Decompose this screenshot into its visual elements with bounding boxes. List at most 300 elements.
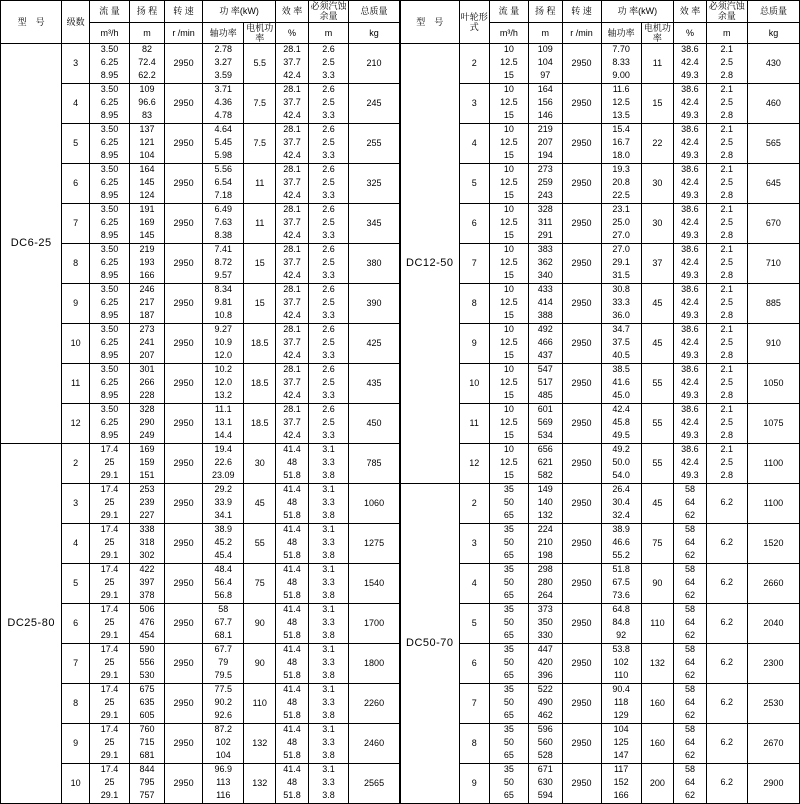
stages-cell: 4: [459, 124, 489, 164]
efficiency-cell: 28.1 37.7 42.4: [276, 284, 309, 324]
motor-power-cell: 45: [244, 484, 276, 524]
head-cell: 224 210 198: [528, 524, 562, 564]
motor-power-cell: 132: [641, 644, 674, 684]
npsh-cell: 3.1 3.3 3.8: [308, 684, 348, 724]
header-flow: 流 量: [489, 1, 528, 23]
table-row: [1, 44, 400, 84]
shaft-power-cell: 2.78 3.27 3.59: [203, 44, 244, 84]
motor-power-cell: 37: [641, 244, 674, 284]
flow-cell: 35 50 65: [489, 644, 528, 684]
flow-cell: 10 12.5 15: [489, 44, 528, 84]
npsh-cell: 2.1 2.5 2.8: [706, 124, 747, 164]
flow-cell: 17.4 25 29.1: [89, 484, 129, 524]
header-efficiency: 效 率: [276, 1, 309, 23]
npsh-cell: 6.2: [706, 724, 747, 764]
head-cell: 137 121 104: [130, 124, 165, 164]
flow-cell: 3.50 6.25 8.95: [89, 324, 129, 364]
efficiency-cell: 38.6 42.4 49.3: [674, 44, 707, 84]
motor-power-cell: 75: [641, 524, 674, 564]
npsh-cell: 3.1 3.3 3.8: [308, 484, 348, 524]
table-row: [401, 244, 800, 284]
weight-cell: 710: [747, 244, 799, 284]
efficiency-cell: 58 64 62: [674, 564, 707, 604]
weight-cell: 210: [349, 44, 400, 84]
table-header-row-main: [401, 1, 800, 23]
shaft-power-cell: 15.4 16.7 18.0: [601, 124, 641, 164]
head-cell: 590 556 530: [130, 644, 165, 684]
efficiency-cell: 28.1 37.7 42.4: [276, 244, 309, 284]
stages-cell: 8: [459, 284, 489, 324]
flow-cell: 10 12.5 15: [489, 204, 528, 244]
speed-cell: 2950: [165, 724, 203, 764]
efficiency-cell: 58 64 62: [674, 684, 707, 724]
motor-power-cell: 110: [244, 684, 276, 724]
table-row: [401, 604, 800, 644]
table-row: [401, 164, 800, 204]
weight-cell: 450: [349, 404, 400, 444]
npsh-cell: 2.1 2.5 2.8: [706, 444, 747, 484]
npsh-cell: 2.1 2.5 2.8: [706, 84, 747, 124]
head-cell: 149 140 132: [528, 484, 562, 524]
motor-power-cell: 15: [641, 84, 674, 124]
speed-cell: 2950: [165, 44, 203, 84]
header-npsh-unit: m: [308, 22, 348, 44]
stages-cell: 5: [459, 604, 489, 644]
motor-power-cell: 7.5: [244, 124, 276, 164]
shaft-power-cell: 51.8 67.5 73.6: [601, 564, 641, 604]
flow-cell: 35 50 65: [489, 524, 528, 564]
shaft-power-cell: 7.41 8.72 9.57: [203, 244, 244, 284]
header-speed-unit: r /min: [562, 22, 601, 44]
flow-cell: 10 12.5 15: [489, 244, 528, 284]
shaft-power-cell: 27.0 29.1 31.5: [601, 244, 641, 284]
npsh-cell: 6.2: [706, 684, 747, 724]
motor-power-cell: 7.5: [244, 84, 276, 124]
weight-cell: 645: [747, 164, 799, 204]
efficiency-cell: 41.4 48 51.8: [276, 644, 309, 684]
speed-cell: 2950: [165, 204, 203, 244]
motor-power-cell: 160: [641, 684, 674, 724]
stages-cell: 5: [62, 564, 90, 604]
header-npsh-unit: m: [706, 22, 747, 44]
weight-cell: 2040: [747, 604, 799, 644]
efficiency-cell: 28.1 37.7 42.4: [276, 364, 309, 404]
motor-power-cell: 55: [641, 444, 674, 484]
efficiency-cell: 28.1 37.7 42.4: [276, 204, 309, 244]
stages-cell: 3: [459, 84, 489, 124]
speed-cell: 2950: [165, 684, 203, 724]
table-row: [401, 724, 800, 764]
npsh-cell: 2.1 2.5 2.8: [706, 324, 747, 364]
table-row: [401, 644, 800, 684]
head-cell: 844 795 757: [130, 764, 165, 804]
flow-cell: 35 50 65: [489, 564, 528, 604]
head-cell: 246 217 187: [130, 284, 165, 324]
shaft-power-cell: 38.5 41.6 45.0: [601, 364, 641, 404]
efficiency-cell: 38.6 42.4 49.3: [674, 164, 707, 204]
right-table-panel: [400, 0, 800, 800]
stages-cell: 10: [62, 324, 90, 364]
motor-power-cell: 132: [244, 724, 276, 764]
flow-cell: 17.4 25 29.1: [89, 724, 129, 764]
motor-power-cell: 18.5: [244, 404, 276, 444]
head-cell: 422 397 378: [130, 564, 165, 604]
shaft-power-cell: 64.8 84.8 92: [601, 604, 641, 644]
npsh-cell: 3.1 3.3 3.8: [308, 444, 348, 484]
flow-cell: 3.50 6.25 8.95: [89, 204, 129, 244]
motor-power-cell: 90: [244, 604, 276, 644]
npsh-cell: 3.1 3.3 3.8: [308, 604, 348, 644]
shaft-power-cell: 53.8 102 110: [601, 644, 641, 684]
head-cell: 656 621 582: [528, 444, 562, 484]
header-shaft-power: 轴功率: [203, 22, 244, 44]
npsh-cell: 2.1 2.5 2.8: [706, 244, 747, 284]
stages-cell: 9: [62, 284, 90, 324]
table-row: [401, 404, 800, 444]
stages-cell: 2: [62, 444, 90, 484]
stages-cell: 7: [62, 644, 90, 684]
model-cell: DC50-70: [401, 484, 460, 804]
table-row: [401, 204, 800, 244]
npsh-cell: 6.2: [706, 484, 747, 524]
npsh-cell: 6.2: [706, 644, 747, 684]
efficiency-cell: 41.4 48 51.8: [276, 764, 309, 804]
efficiency-cell: 41.4 48 51.8: [276, 724, 309, 764]
table-row: [401, 124, 800, 164]
model-cell: DC25-80: [1, 444, 62, 804]
head-cell: 433 414 388: [528, 284, 562, 324]
motor-power-cell: 45: [641, 324, 674, 364]
npsh-cell: 2.6 2.5 3.3: [308, 324, 348, 364]
shaft-power-cell: 9.27 10.9 12.0: [203, 324, 244, 364]
header-head: 扬 程: [130, 1, 165, 23]
table-row: [401, 84, 800, 124]
efficiency-cell: 38.6 42.4 49.3: [674, 244, 707, 284]
head-cell: 253 239 227: [130, 484, 165, 524]
speed-cell: 2950: [165, 564, 203, 604]
weight-cell: 390: [349, 284, 400, 324]
head-cell: 273 241 207: [130, 324, 165, 364]
efficiency-cell: 41.4 48 51.8: [276, 564, 309, 604]
efficiency-cell: 28.1 37.7 42.4: [276, 44, 309, 84]
efficiency-cell: 41.4 48 51.8: [276, 684, 309, 724]
motor-power-cell: 160: [641, 724, 674, 764]
speed-cell: 2950: [562, 84, 601, 124]
stages-cell: 8: [62, 244, 90, 284]
weight-cell: 1060: [349, 484, 400, 524]
stages-cell: 11: [62, 364, 90, 404]
efficiency-cell: 28.1 37.7 42.4: [276, 84, 309, 124]
stages-cell: 10: [62, 764, 90, 804]
motor-power-cell: 45: [641, 484, 674, 524]
flow-cell: 17.4 25 29.1: [89, 524, 129, 564]
speed-cell: 2950: [562, 484, 601, 524]
efficiency-cell: 58 64 62: [674, 524, 707, 564]
header-weight-unit: kg: [349, 22, 400, 44]
efficiency-cell: 28.1 37.7 42.4: [276, 324, 309, 364]
head-cell: 219 193 166: [130, 244, 165, 284]
speed-cell: 2950: [165, 244, 203, 284]
weight-cell: 1050: [747, 364, 799, 404]
stages-cell: 11: [459, 404, 489, 444]
efficiency-cell: 41.4 48 51.8: [276, 444, 309, 484]
npsh-cell: 2.6 2.5 3.3: [308, 204, 348, 244]
header-npsh: 必须汽蚀余量: [308, 1, 348, 23]
motor-power-cell: 18.5: [244, 364, 276, 404]
motor-power-cell: 110: [641, 604, 674, 644]
stages-cell: 9: [62, 724, 90, 764]
header-head-unit: m: [130, 22, 165, 44]
stages-cell: 7: [459, 244, 489, 284]
motor-power-cell: 11: [244, 164, 276, 204]
speed-cell: 2950: [562, 644, 601, 684]
flow-cell: 17.4 25 29.1: [89, 764, 129, 804]
head-cell: 522 490 462: [528, 684, 562, 724]
weight-cell: 380: [349, 244, 400, 284]
head-cell: 273 259 243: [528, 164, 562, 204]
flow-cell: 10 12.5 15: [489, 284, 528, 324]
head-cell: 109 104 97: [528, 44, 562, 84]
head-cell: 506 476 454: [130, 604, 165, 644]
speed-cell: 2950: [562, 124, 601, 164]
motor-power-cell: 90: [244, 644, 276, 684]
head-cell: 301 266 228: [130, 364, 165, 404]
npsh-cell: 6.2: [706, 604, 747, 644]
motor-power-cell: 55: [641, 364, 674, 404]
header-speed: 转 速: [562, 1, 601, 23]
efficiency-cell: 38.6 42.4 49.3: [674, 124, 707, 164]
head-cell: 338 318 302: [130, 524, 165, 564]
motor-power-cell: 90: [641, 564, 674, 604]
speed-cell: 2950: [165, 364, 203, 404]
weight-cell: 325: [349, 164, 400, 204]
header-stages: 级数: [62, 1, 90, 44]
head-cell: 671 630 594: [528, 764, 562, 804]
flow-cell: 3.50 6.25 8.95: [89, 84, 129, 124]
shaft-power-cell: 34.7 37.5 40.5: [601, 324, 641, 364]
shaft-power-cell: 38.9 45.2 45.4: [203, 524, 244, 564]
npsh-cell: 2.6 2.5 3.3: [308, 124, 348, 164]
efficiency-cell: 58 64 62: [674, 764, 707, 804]
speed-cell: 2950: [562, 364, 601, 404]
efficiency-cell: 58 64 62: [674, 644, 707, 684]
weight-cell: 255: [349, 124, 400, 164]
stages-cell: 4: [62, 524, 90, 564]
speed-cell: 2950: [562, 164, 601, 204]
motor-power-cell: 18.5: [244, 324, 276, 364]
efficiency-cell: 38.6 42.4 49.3: [674, 404, 707, 444]
npsh-cell: 2.6 2.5 3.3: [308, 364, 348, 404]
head-cell: 164 145 124: [130, 164, 165, 204]
header-speed-unit: r /min: [165, 22, 203, 44]
efficiency-cell: 41.4 48 51.8: [276, 604, 309, 644]
efficiency-cell: 38.6 42.4 49.3: [674, 364, 707, 404]
header-head: 扬 程: [528, 1, 562, 23]
weight-cell: 2900: [747, 764, 799, 804]
speed-cell: 2950: [562, 444, 601, 484]
speed-cell: 2950: [562, 764, 601, 804]
weight-cell: 1520: [747, 524, 799, 564]
header-model: 型 号: [1, 1, 62, 44]
npsh-cell: 3.1 3.3 3.8: [308, 564, 348, 604]
stages-cell: 10: [459, 364, 489, 404]
efficiency-cell: 38.6 42.4 49.3: [674, 444, 707, 484]
efficiency-cell: 58 64 62: [674, 484, 707, 524]
weight-cell: 910: [747, 324, 799, 364]
shaft-power-cell: 87.2 102 104: [203, 724, 244, 764]
header-flow-unit: m³/h: [89, 22, 129, 44]
shaft-power-cell: 49.2 50.0 54.0: [601, 444, 641, 484]
weight-cell: 2530: [747, 684, 799, 724]
efficiency-cell: 38.6 42.4 49.3: [674, 284, 707, 324]
npsh-cell: 2.1 2.5 2.8: [706, 284, 747, 324]
motor-power-cell: 55: [641, 404, 674, 444]
stages-cell: 9: [459, 764, 489, 804]
table-row: [401, 444, 800, 484]
speed-cell: 2950: [165, 644, 203, 684]
flow-cell: 35 50 65: [489, 684, 528, 724]
head-cell: 328 290 249: [130, 404, 165, 444]
stages-cell: 12: [62, 404, 90, 444]
header-motor-power: 电机功率: [641, 22, 674, 44]
header-flow-unit: m³/h: [489, 22, 528, 44]
speed-cell: 2950: [562, 564, 601, 604]
table-row: [401, 684, 800, 724]
npsh-cell: 2.6 2.5 3.3: [308, 44, 348, 84]
table-row: [401, 564, 800, 604]
head-cell: 547 517 485: [528, 364, 562, 404]
speed-cell: 2950: [562, 724, 601, 764]
npsh-cell: 2.6 2.5 3.3: [308, 84, 348, 124]
table-row: [401, 484, 800, 524]
head-cell: 675 635 605: [130, 684, 165, 724]
weight-cell: 1700: [349, 604, 400, 644]
shaft-power-cell: 30.8 33.3 36.0: [601, 284, 641, 324]
efficiency-cell: 28.1 37.7 42.4: [276, 124, 309, 164]
head-cell: 191 169 145: [130, 204, 165, 244]
header-npsh: 必须汽蚀余量: [706, 1, 747, 23]
head-cell: 601 569 534: [528, 404, 562, 444]
header-efficiency-unit: %: [674, 22, 707, 44]
header-weight: 总质量: [747, 1, 799, 23]
weight-cell: 1100: [747, 444, 799, 484]
weight-cell: 2300: [747, 644, 799, 684]
header-efficiency-unit: %: [276, 22, 309, 44]
table-header-row-main: [1, 1, 400, 23]
weight-cell: 425: [349, 324, 400, 364]
weight-cell: 2670: [747, 724, 799, 764]
weight-cell: 2260: [349, 684, 400, 724]
flow-cell: 17.4 25 29.1: [89, 604, 129, 644]
efficiency-cell: 38.6 42.4 49.3: [674, 204, 707, 244]
flow-cell: 35 50 65: [489, 724, 528, 764]
weight-cell: 785: [349, 444, 400, 484]
head-cell: 109 96.6 83: [130, 84, 165, 124]
weight-cell: 2660: [747, 564, 799, 604]
head-cell: 492 466 437: [528, 324, 562, 364]
speed-cell: 2950: [165, 604, 203, 644]
weight-cell: 1100: [747, 484, 799, 524]
stages-cell: 2: [459, 484, 489, 524]
speed-cell: 2950: [562, 284, 601, 324]
motor-power-cell: 200: [641, 764, 674, 804]
efficiency-cell: 38.6 42.4 49.3: [674, 84, 707, 124]
weight-cell: 460: [747, 84, 799, 124]
shaft-power-cell: 4.64 5.45 5.98: [203, 124, 244, 164]
weight-cell: 345: [349, 204, 400, 244]
shaft-power-cell: 58 67.7 68.1: [203, 604, 244, 644]
shaft-power-cell: 23.1 25.0 27.0: [601, 204, 641, 244]
header-power-group: 功 率(kW): [601, 1, 674, 23]
table-row: [401, 44, 800, 84]
speed-cell: 2950: [165, 284, 203, 324]
shaft-power-cell: 67.7 79 79.5: [203, 644, 244, 684]
npsh-cell: 2.1 2.5 2.8: [706, 364, 747, 404]
header-head-unit: m: [528, 22, 562, 44]
stages-cell: 4: [459, 564, 489, 604]
speed-cell: 2950: [562, 524, 601, 564]
speed-cell: 2950: [562, 204, 601, 244]
stages-cell: 6: [62, 164, 90, 204]
efficiency-cell: 58 64 62: [674, 604, 707, 644]
stages-cell: 4: [62, 84, 90, 124]
stages-cell: 6: [459, 204, 489, 244]
stages-cell: 5: [459, 164, 489, 204]
flow-cell: 3.50 6.25 8.95: [89, 364, 129, 404]
head-cell: 219 207 194: [528, 124, 562, 164]
weight-cell: 885: [747, 284, 799, 324]
motor-power-cell: 11: [641, 44, 674, 84]
npsh-cell: 2.6 2.5 3.3: [308, 244, 348, 284]
npsh-cell: 6.2: [706, 764, 747, 804]
head-cell: 596 560 528: [528, 724, 562, 764]
shaft-power-cell: 3.71 4.36 4.78: [203, 84, 244, 124]
head-cell: 760 715 681: [130, 724, 165, 764]
flow-cell: 3.50 6.25 8.95: [89, 164, 129, 204]
flow-cell: 17.4 25 29.1: [89, 644, 129, 684]
flow-cell: 35 50 65: [489, 604, 528, 644]
speed-cell: 2950: [562, 604, 601, 644]
shaft-power-cell: 6.49 7.63 8.38: [203, 204, 244, 244]
speed-cell: 2950: [562, 244, 601, 284]
shaft-power-cell: 26.4 30.4 32.4: [601, 484, 641, 524]
npsh-cell: 2.1 2.5 2.8: [706, 44, 747, 84]
flow-cell: 10 12.5 15: [489, 364, 528, 404]
npsh-cell: 6.2: [706, 524, 747, 564]
shaft-power-cell: 11.6 12.5 13.5: [601, 84, 641, 124]
efficiency-cell: 28.1 37.7 42.4: [276, 404, 309, 444]
shaft-power-cell: 11.1 13.1 14.4: [203, 404, 244, 444]
weight-cell: 1275: [349, 524, 400, 564]
flow-cell: 10 12.5 15: [489, 404, 528, 444]
left-table-panel: [0, 0, 400, 800]
flow-cell: 35 50 65: [489, 484, 528, 524]
head-cell: 328 311 291: [528, 204, 562, 244]
speed-cell: 2950: [165, 524, 203, 564]
speed-cell: 2950: [562, 404, 601, 444]
weight-cell: 2460: [349, 724, 400, 764]
shaft-power-cell: 29.2 33.9 34.1: [203, 484, 244, 524]
stages-cell: 5: [62, 124, 90, 164]
stages-cell: 3: [459, 524, 489, 564]
npsh-cell: 3.1 3.3 3.8: [308, 644, 348, 684]
npsh-cell: 2.6 2.5 3.3: [308, 164, 348, 204]
table-row: [401, 324, 800, 364]
flow-cell: 10 12.5 15: [489, 164, 528, 204]
flow-cell: 3.50 6.25 8.95: [89, 284, 129, 324]
stages-cell: 2: [459, 44, 489, 84]
stages-cell: 6: [459, 644, 489, 684]
